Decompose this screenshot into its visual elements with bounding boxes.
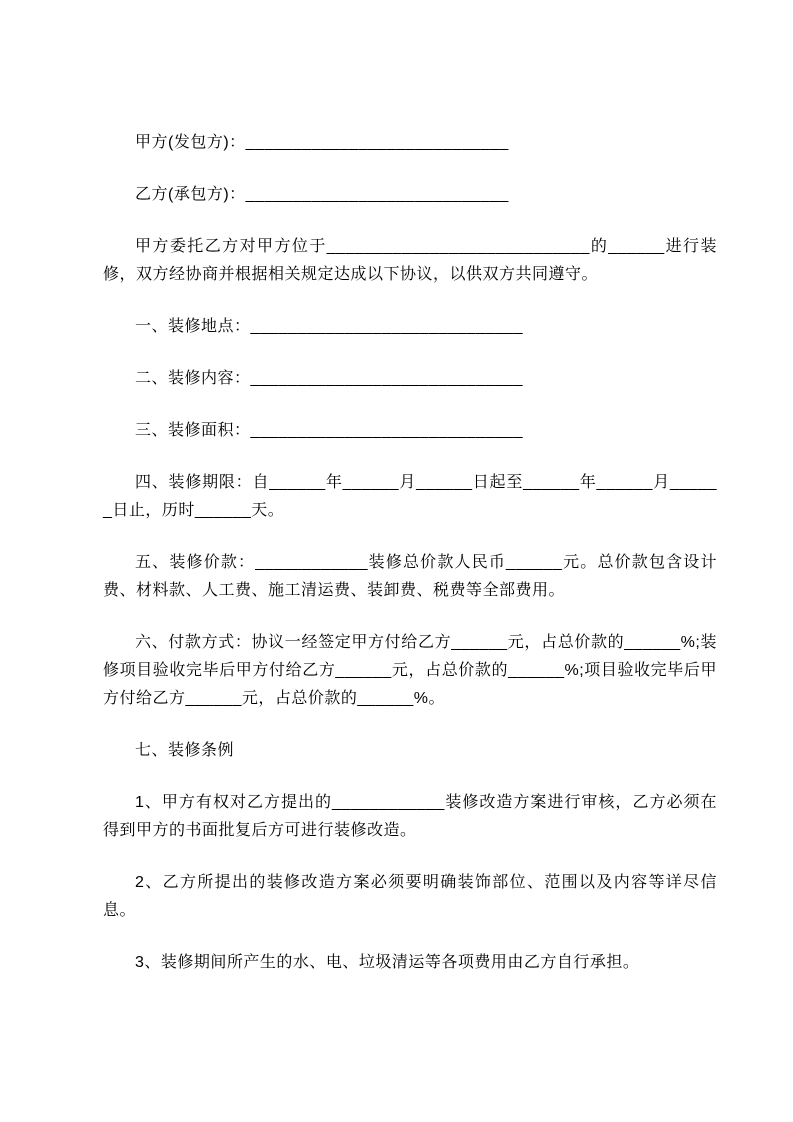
paragraph-item-4-duration: 四、装修期限：自______年______月______日起至______年______月______日止，历时______天。 (103, 474, 717, 519)
paragraph-item-1-location: 一、装修地点：_____________________________ (135, 318, 524, 335)
paragraph-item-7-heading: 七、装修条例 (135, 742, 235, 759)
paragraph-item-7-clause-3: 3、装修期间所产生的水、电、垃圾清运等各项费用由乙方自行承担。 (135, 954, 640, 971)
paragraph-party-a: 甲方(发包方)：____________________________ (135, 134, 509, 151)
paragraph-item-3-area: 三、装修面积：_____________________________ (135, 422, 524, 439)
paragraph-item-7-clause-1: 1、甲方有权对乙方提出的____________装修改造方案进行审核，乙方必须在得到甲方的书面批复后方可进行装修改造。 (103, 794, 717, 839)
paragraph-preamble: 甲方委托乙方对甲方位于____________________________的______进行装修，双方经协商并根据相关规定达成以下协议，以供双方共同遵守。 (103, 238, 717, 283)
paragraph-item-5-price: 五、装修价款：____________装修总价款人民币______元。总价款包含设计费、材料款、人工费、施工清运费、装卸费、税费等全部费用。 (103, 554, 717, 599)
paragraph-item-7-clause-2: 2、乙方所提出的装修改造方案必须要明确装饰部位、范围以及内容等详尽信息。 (103, 874, 717, 919)
paragraph-item-2-content: 二、装修内容：_____________________________ (135, 370, 524, 387)
paragraph-item-6-payment: 六、付款方式：协议一经签定甲方付给乙方______元，占总价款的______%;装修项目验收完毕后甲方付给乙方______元，占总价款的______%;项目验收完毕后甲方付给乙方______元，占总价款的______%。 (103, 634, 717, 707)
paragraph-party-b: 乙方(承包方)：____________________________ (135, 186, 509, 203)
